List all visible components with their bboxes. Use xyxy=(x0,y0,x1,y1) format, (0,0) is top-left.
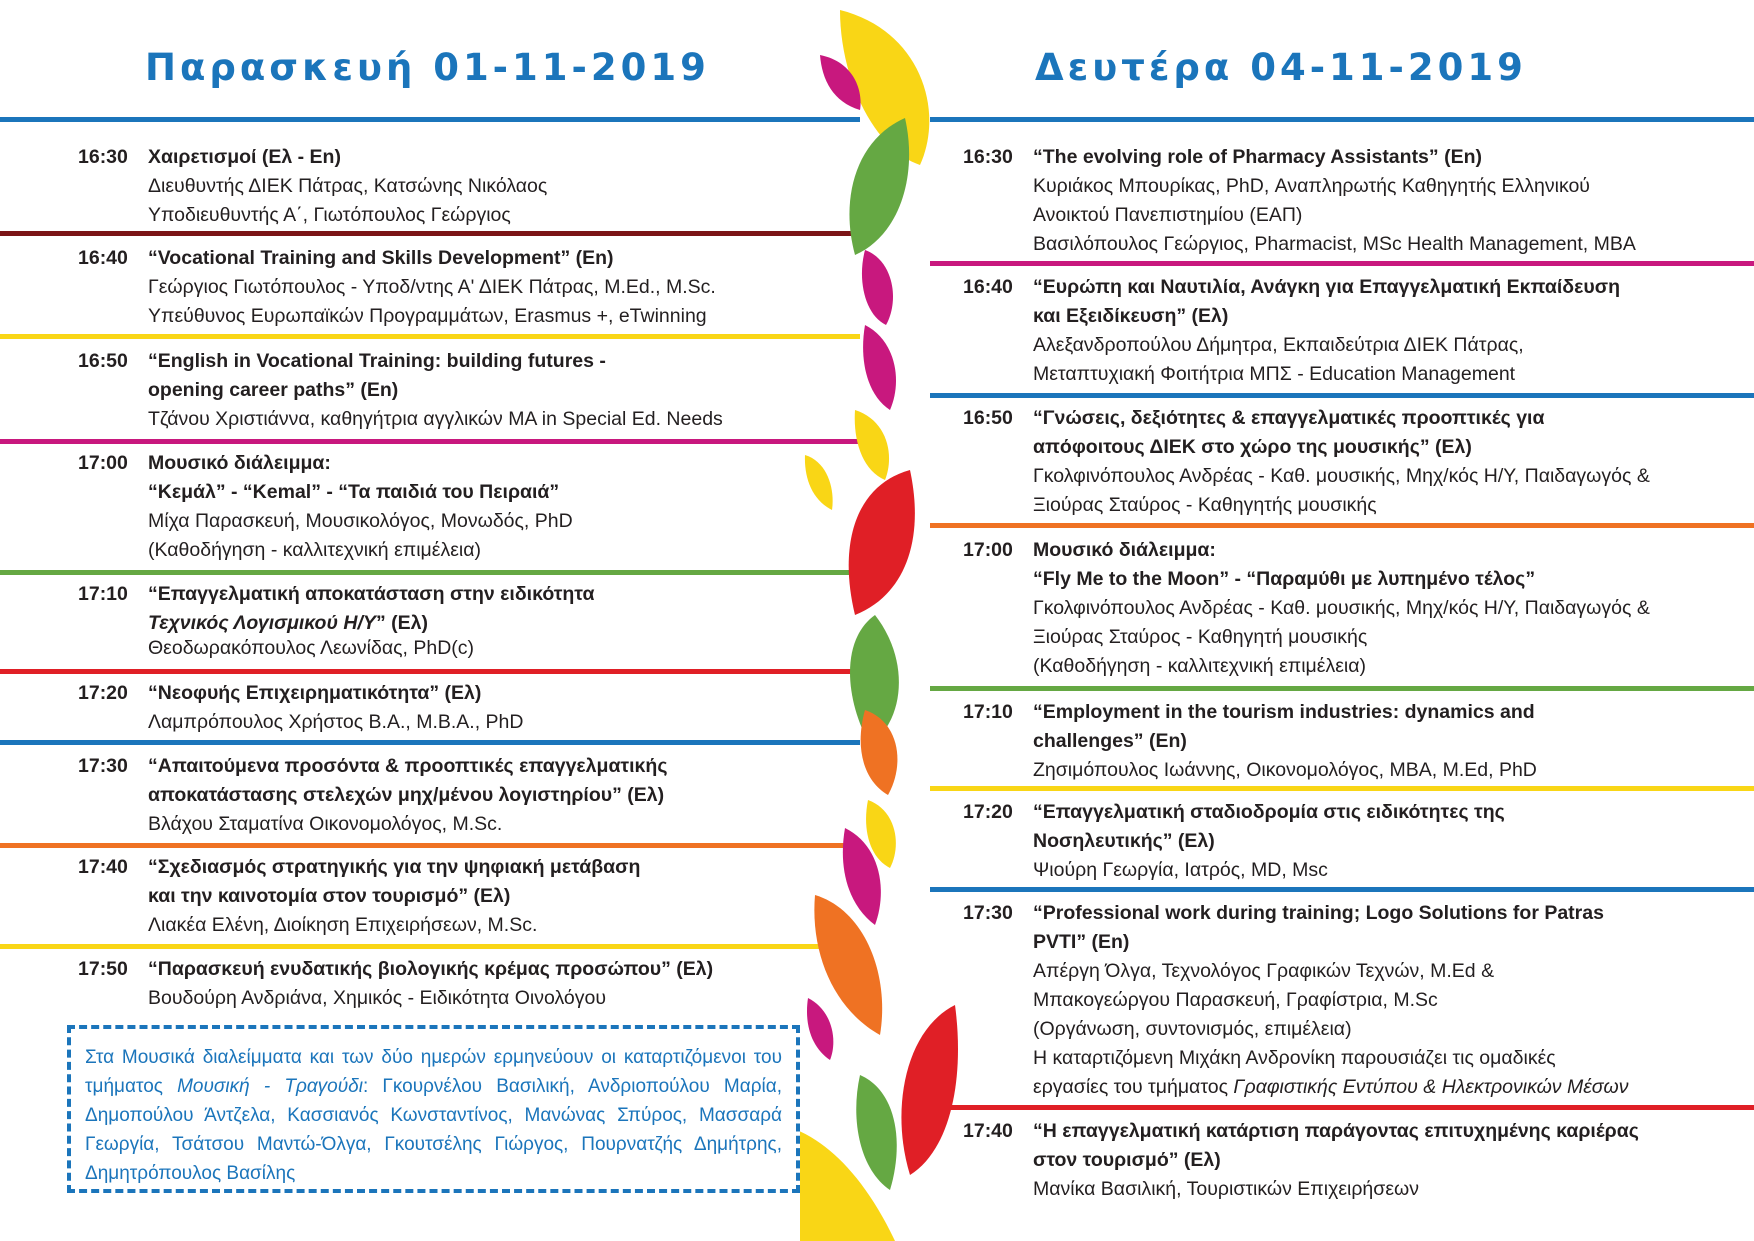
entry-title: “Σχεδιασμός στρατηγικής για την ψηφιακή μετάβαση xyxy=(148,856,641,878)
entry-time: 17:00 xyxy=(963,539,1013,561)
leaf-magenta xyxy=(863,325,896,410)
entry-title: “Fly Me to the Moon” - “Παραμύθι με λυπημένο τέλος” xyxy=(1033,568,1536,590)
entry-title: απόφοιτους ΔΙΕΚ στο χώρο της μουσικής” (Ελ) xyxy=(1033,436,1472,458)
entry-title: challenges” (En) xyxy=(1033,730,1187,752)
entry-speaker: Θεοδωρακόπουλος Λεωνίδας, PhD(c) xyxy=(148,637,475,659)
entry-speaker-plain: εργασίες του τμήματος xyxy=(1033,1076,1234,1098)
leaf-red xyxy=(901,1005,958,1175)
entry-speaker-italic: Γραφιστικής Εντύπου & Ηλεκτρονικών Μέσων xyxy=(1233,1076,1629,1098)
entry-title: Μουσικό διάλειμμα: xyxy=(1033,539,1216,561)
divider-rule xyxy=(0,843,860,848)
divider-rule xyxy=(930,523,1754,528)
day-title-monday: Δευτέρα 04-11-2019 xyxy=(1035,46,1527,89)
entry-speaker: Λιακέα Ελένη, Διοίκηση Επιχειρήσεων, M.Sc. xyxy=(148,914,538,936)
entry-speaker: Μεταπτυχιακή Φοιτήτρια ΜΠΣ - Education Management xyxy=(1033,363,1516,385)
divider-rule xyxy=(0,439,860,444)
entry-title: αποκατάστασης στελεχών μηχ/μένου λογιστηρίου” (Ελ) xyxy=(148,784,665,806)
entry-title-italic: Τεχνικός Λογισμικού Η/Υ xyxy=(148,612,376,634)
entry-speaker: (Οργάνωση, συντονισμός, επιμέλεια) xyxy=(1033,1018,1352,1040)
entry-title: “Επαγγελματική αποκατάσταση στην ειδικότητα xyxy=(148,583,595,605)
entry-speaker: Βλάχου Σταματίνα Οικονομολόγος, M.Sc. xyxy=(148,813,503,835)
entry-speaker: Βουδούρη Ανδριάνα, Χημικός - Ειδικότητα Οινολόγου xyxy=(148,987,607,1009)
entry-title: “English in Vocational Training: building futures - xyxy=(148,350,606,372)
leaf-green xyxy=(849,118,909,255)
entry-time: 17:00 xyxy=(78,452,128,474)
leaf-magenta xyxy=(862,250,893,325)
decorative-leaf-vine xyxy=(800,0,960,1241)
entry-time: 17:50 xyxy=(78,958,128,980)
divider-rule xyxy=(0,334,860,339)
entry-title: και την καινοτομία στον τουρισμό” (Ελ) xyxy=(148,885,511,907)
entry-speaker: Ανοικτού Πανεπιστημίου (ΕΑΠ) xyxy=(1033,204,1303,226)
leaf-red xyxy=(849,470,915,615)
divider-rule xyxy=(0,944,860,949)
entry-speaker: Τζάνου Χριστιάννα, καθηγήτρια αγγλικών MA in Special Ed. Needs xyxy=(148,408,723,430)
entry-time: 16:40 xyxy=(78,247,128,269)
entry-speaker: Ψιούρη Γεωργία, Ιατρός, MD, Msc xyxy=(1033,859,1328,881)
entry-title: “Γνώσεις, δεξιότητες & επαγγελματικές προοπτικές για xyxy=(1033,407,1545,429)
entry-speaker: Υπεύθυνος Ευρωπαϊκών Προγραμμάτων, Erasmus +, eTwinning xyxy=(148,305,707,327)
entry-title: Νοσηλευτικής” (Ελ) xyxy=(1033,830,1215,852)
entry-speaker: Υποδιευθυντής Α΄, Γιωτόπουλος Γεώργιος xyxy=(148,204,511,226)
entry-speaker: Κυριάκος Μπουρίκας, PhD, Αναπληρωτής Καθηγητής Ελληνικού xyxy=(1033,175,1590,197)
day-title-friday: Παρασκευή 01-11-2019 xyxy=(145,46,710,89)
divider-rule xyxy=(930,786,1754,791)
leaf-yellow xyxy=(855,410,889,480)
entry-title: “The evolving role of Pharmacy Assistants” (En) xyxy=(1033,146,1482,168)
entry-time: 17:40 xyxy=(963,1120,1013,1142)
entry-speaker xyxy=(1033,1073,1628,1102)
entry-title: “Professional work during training; Logo Solutions for Patras xyxy=(1033,902,1604,924)
entry-speaker: Γεώργιος Γιωτόπουλος - Υποδ/ντης Α' ΔΙΕΚ Πάτρας, M.Ed., M.Sc. xyxy=(148,276,716,298)
entry-title: “Vocational Training and Skills Development” (En) xyxy=(148,247,614,269)
divider-rule xyxy=(0,117,860,122)
entry-speaker: Λαμπρόπουλος Χρήστος B.A., M.B.A., PhD xyxy=(148,711,524,733)
entry-title: “Επαγγελματική σταδιοδρομία στις ειδικότητες της xyxy=(1033,801,1505,823)
entry-time: 17:40 xyxy=(78,856,128,878)
note-italic-department: Μουσική - Τραγούδι xyxy=(177,1076,363,1097)
entry-title: Μουσικό διάλειμμα: xyxy=(148,452,331,474)
entry-speaker: Ξιούρας Σταύρος - Καθηγητής μουσικής xyxy=(1033,494,1377,516)
entry-title: opening career paths” (En) xyxy=(148,379,399,401)
entry-time: 16:30 xyxy=(78,146,128,168)
entry-title: “Η επαγγελματική κατάρτιση παράγοντας επιτυχημένης καριέρας xyxy=(1033,1120,1639,1142)
entry-speaker: Μανίκα Βασιλική, Τουριστικών Επιχειρήσεων xyxy=(1033,1178,1419,1200)
entry-speaker: Μπακογεώργου Παρασκευή, Γραφίστρια, M.Sc xyxy=(1033,989,1438,1011)
entry-time: 17:20 xyxy=(78,682,128,704)
entry-speaker: (Καθοδήγηση - καλλιτεχνική επιμέλεια) xyxy=(148,539,482,561)
divider-rule xyxy=(930,393,1754,398)
entry-speaker: Βασιλόπουλος Γεώργιος, Pharmacist, MSc Health Management, MBA xyxy=(1033,233,1636,255)
divider-rule xyxy=(930,117,1754,122)
entry-title: “Employment in the tourism industries: dynamics and xyxy=(1033,701,1535,723)
entry-time: 16:50 xyxy=(78,350,128,372)
entry-speaker: Ζησιμόπουλος Ιωάννης, Οικονομολόγος, MBA, M.Ed, PhD xyxy=(1033,759,1537,781)
performers-note xyxy=(67,1025,800,1193)
entry-title: “Ευρώπη και Ναυτιλία, Ανάγκη για Επαγγελματική Εκπαίδευση xyxy=(1033,276,1620,298)
entry-title: “Παρασκευή ενυδατικής βιολογικής κρέμας προσώπου” (Ελ) xyxy=(148,958,714,980)
entry-speaker: Απέργη Όλγα, Τεχνολόγος Γραφικών Τεχνών, M.Ed & xyxy=(1033,960,1495,982)
entry-title: “Κεμάλ” - “Kemal” - “Τα παιδιά του Πειραιά” xyxy=(148,481,560,503)
divider-rule xyxy=(930,1105,1754,1110)
entry-time: 17:20 xyxy=(963,801,1013,823)
entry-time: 17:10 xyxy=(963,701,1013,723)
entry-title: Χαιρετισμοί (Ελ - En) xyxy=(148,146,341,168)
entry-speaker: Μίχα Παρασκευή, Μουσικολόγος, Μονωδός, PhD xyxy=(148,510,573,532)
divider-rule xyxy=(0,669,860,674)
entry-speaker: Γκολφινόπουλος Ανδρέας - Καθ. μουσικής, Μηχ/κός Η/Υ, Παιδαγωγός & xyxy=(1033,465,1650,487)
entry-time: 16:50 xyxy=(963,407,1013,429)
leaf-magenta xyxy=(807,998,833,1060)
entry-title: PVTI” (En) xyxy=(1033,931,1130,953)
entry-title: στον τουρισμό” (Ελ) xyxy=(1033,1149,1221,1171)
note-text-after: : Γκουρνέλου Βασιλική, Ανδριοπούλου Μαρία, Δημοπούλου Άντζελα, Κασσιανός Κωνσταντίνος, Μανώνας Σπύρος, Μασσαρά Γεωργία, Τσάτσου Μαντώ-Όλγα, Γκουτσέλης Γιώργος, Πουρνατζής Δημήτρης, Δημητρόπουλος Βασίλης xyxy=(85,1076,782,1184)
note-text-before: Στα Μουσικά διαλείμματα και των δύο ημερών ερμηνεύουν οι καταρτιζόμενοι του τμήματος xyxy=(85,1047,782,1097)
entry-title: “Απαιτούμενα προσόντα & προοπτικές επαγγελματικής xyxy=(148,755,668,777)
entry-time: 17:30 xyxy=(78,755,128,777)
entry-speaker: (Καθοδήγηση - καλλιτεχνική επιμέλεια) xyxy=(1033,655,1367,677)
entry-speaker: Διευθυντής ΔΙΕΚ Πάτρας, Κατσώνης Νικόλαος xyxy=(148,175,548,197)
entry-time: 17:10 xyxy=(78,583,128,605)
divider-rule xyxy=(0,570,860,575)
entry-time: 17:30 xyxy=(963,902,1013,924)
leaf-yellow xyxy=(805,455,833,510)
entry-speaker: Αλεξανδροπούλου Δήμητρα, Εκπαιδεύτρια ΔΙΕΚ Πάτρας, xyxy=(1033,334,1524,356)
entry-speaker: Ξιούρας Σταύρος - Καθηγητή μουσικής xyxy=(1033,626,1368,648)
divider-rule xyxy=(930,261,1754,266)
entry-speaker: Η καταρτιζόμενη Μιχάκη Ανδρονίκη παρουσιάζει τις ομαδικές xyxy=(1033,1047,1556,1069)
divider-rule xyxy=(0,740,860,745)
entry-time: 16:40 xyxy=(963,276,1013,298)
entry-title: και Εξειδίκευση” (Ελ) xyxy=(1033,305,1229,327)
entry-speaker: Γκολφινόπουλος Ανδρέας - Καθ. μουσικής, Μηχ/κός Η/Υ, Παιδαγωγός & xyxy=(1033,597,1650,619)
entry-time: 16:30 xyxy=(963,146,1013,168)
leaf-green xyxy=(856,1075,897,1190)
divider-rule xyxy=(930,887,1754,892)
leaf-orange xyxy=(861,710,898,795)
divider-rule xyxy=(930,686,1754,691)
entry-title-suffix: ” (Ελ) xyxy=(375,612,428,634)
divider-rule xyxy=(0,231,860,236)
entry-title: “Νεοφυής Επιχειρηματικότητα” (Ελ) xyxy=(148,682,482,704)
